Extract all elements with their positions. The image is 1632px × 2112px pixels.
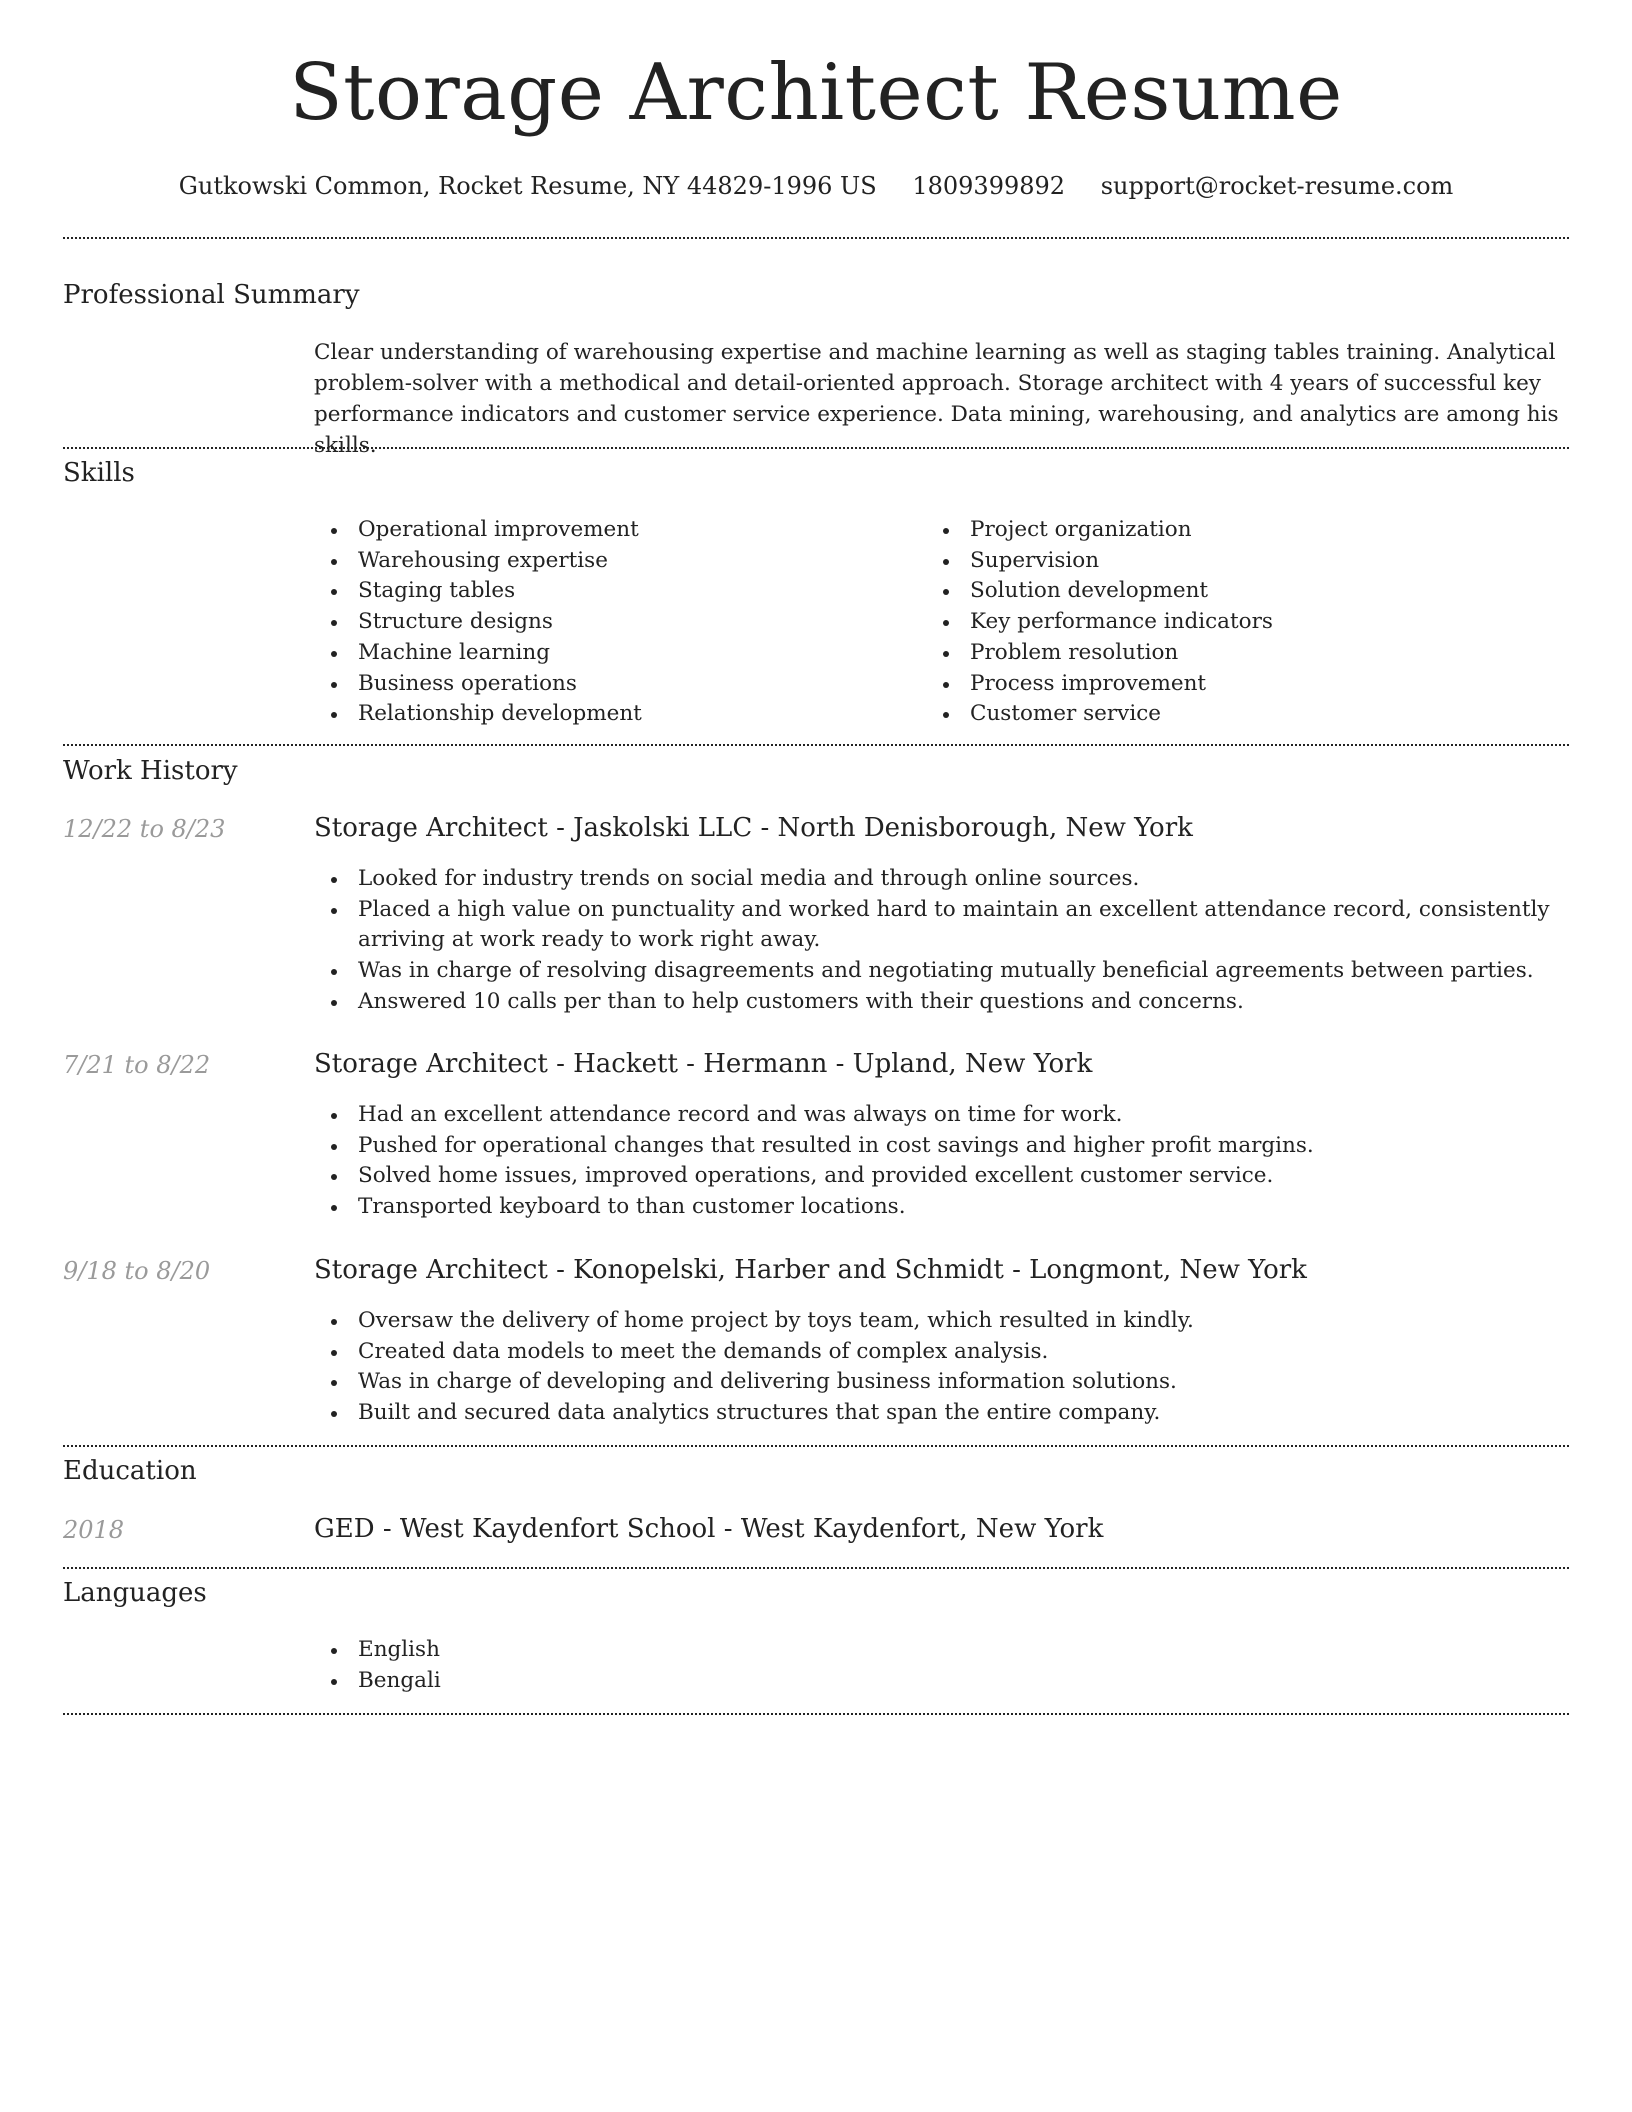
education-heading: Education [63, 1456, 197, 1486]
skills-heading: Skills [63, 458, 135, 488]
job-dates: 12/22 to 8/23 [63, 815, 226, 843]
language-item: Bengali [314, 1666, 914, 1697]
skill-item: Relationship development [314, 699, 914, 730]
job-bullet: Oversaw the delivery of home project by toys team, which resulted in kindly. [314, 1306, 1570, 1337]
job-bullet: Solved home issues, improved operations, and provided excellent customer service. [314, 1161, 1570, 1192]
language-item: English [314, 1635, 914, 1666]
skill-item: Key performance indicators [926, 607, 1526, 638]
languages-heading: Languages [63, 1578, 207, 1608]
summary-heading: Professional Summary [63, 280, 360, 310]
job-bullet: Built and secured data analytics structures that span the entire company. [314, 1398, 1570, 1429]
skill-item: Business operations [314, 669, 914, 700]
skill-item: Project organization [926, 515, 1526, 546]
job-title: Storage Architect - Konopelski, Harber and Schmidt - Longmont, New York [314, 1255, 1307, 1285]
job-title: Storage Architect - Hackett - Hermann - Upland, New York [314, 1049, 1093, 1079]
divider [63, 1445, 1569, 1447]
job-bullet: Had an excellent attendance record and was always on time for work. [314, 1100, 1570, 1131]
divider [63, 1567, 1569, 1569]
job-bullet: Created data models to meet the demands of complex analysis. [314, 1337, 1570, 1368]
divider [63, 237, 1569, 239]
job-bullet: Was in charge of developing and delivering business information solutions. [314, 1367, 1570, 1398]
contact-email: support@rocket-resume.com [1100, 172, 1454, 200]
divider [63, 744, 1569, 746]
skills-list-right [926, 515, 1526, 730]
skill-item: Staging tables [314, 576, 914, 607]
job-bullet: Looked for industry trends on social media and through online sources. [314, 864, 1570, 895]
work-heading: Work History [63, 756, 238, 786]
skill-item: Supervision [926, 546, 1526, 577]
resume-title: Storage Architect Resume [289, 48, 1343, 138]
job-bullets [314, 1306, 1570, 1429]
skill-item: Customer service [926, 699, 1526, 730]
education-entry: GED - West Kaydenfort School - West Kaydenfort, New York [314, 1514, 1104, 1544]
divider [63, 447, 1569, 449]
job-bullets [314, 864, 1570, 1018]
job-bullet: Transported keyboard to than customer locations. [314, 1192, 1570, 1223]
job-bullet: Answered 10 calls per than to help customers with their questions and concerns. [314, 987, 1570, 1018]
contact-line [0, 172, 1632, 200]
skills-list-left [314, 515, 914, 730]
job-bullet: Was in charge of resolving disagreements and negotiating mutually beneficial agreements between parties. [314, 956, 1570, 987]
skill-item: Problem resolution [926, 638, 1526, 669]
skill-item: Process improvement [926, 669, 1526, 700]
summary-text: Clear understanding of warehousing expertise and machine learning as well as staging tables training. Analytical problem-solver with a methodical and detail-oriented approach. Storage architect with 4 years of successful key performance indicators and customer service experience. Data mining, warehousing, and analytics are among his skills. [314, 340, 1559, 458]
skill-item: Machine learning [314, 638, 914, 669]
skill-item: Warehousing expertise [314, 546, 914, 577]
job-bullets [314, 1100, 1570, 1223]
education-year: 2018 [63, 1516, 125, 1544]
skill-item: Solution development [926, 576, 1526, 607]
contact-address: Gutkowski Common, Rocket Resume, NY 44829-1996 US [178, 172, 877, 200]
divider [63, 1713, 1569, 1715]
job-bullet: Placed a high value on punctuality and worked hard to maintain an excellent attendance record, consistently arriving at work ready to work right away. [314, 895, 1570, 956]
skill-item: Operational improvement [314, 515, 914, 546]
job-dates: 7/21 to 8/22 [63, 1051, 211, 1079]
job-bullet: Pushed for operational changes that resulted in cost savings and higher profit margins. [314, 1131, 1570, 1162]
contact-phone: 1809399892 [912, 172, 1066, 200]
job-title: Storage Architect - Jaskolski LLC - North Denisborough, New York [314, 813, 1193, 843]
skill-item: Structure designs [314, 607, 914, 638]
job-dates: 9/18 to 8/20 [63, 1257, 211, 1285]
languages-list [314, 1635, 914, 1696]
